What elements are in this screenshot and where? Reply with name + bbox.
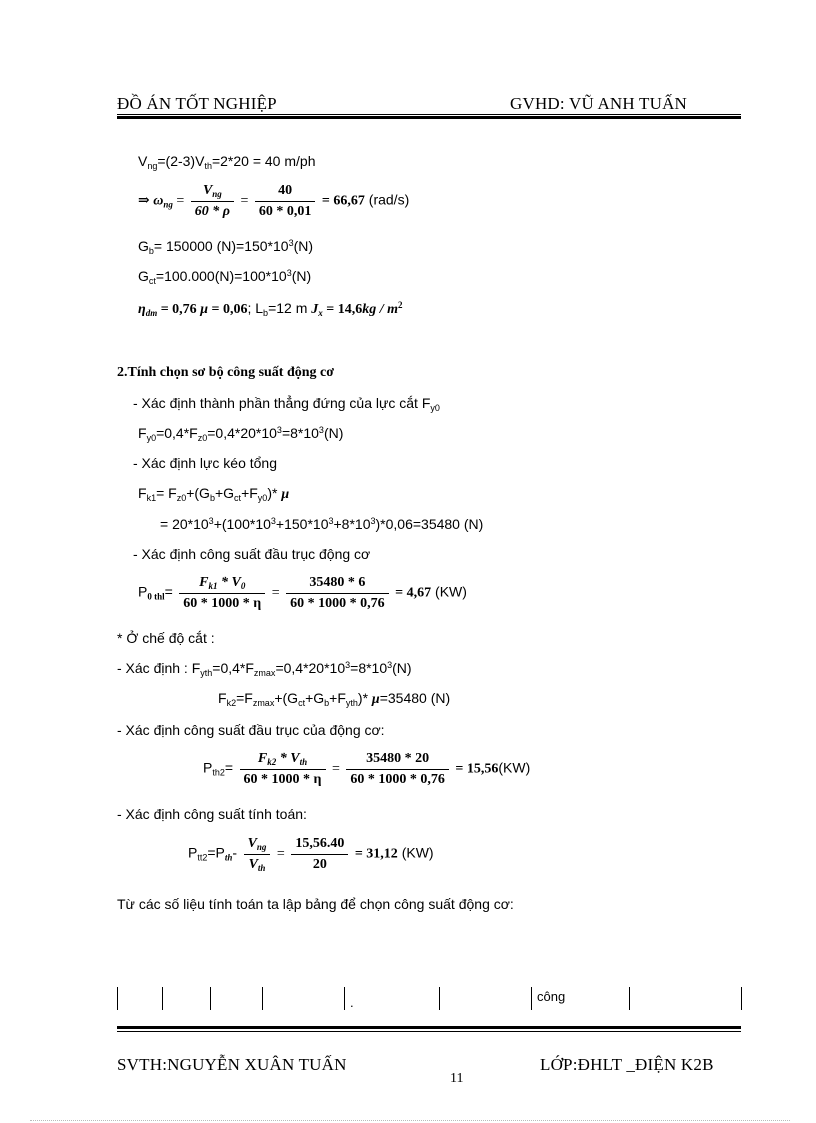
section3-line-4: - Xác định công suất tính toán: [117, 806, 307, 822]
section2-line-5: = $20*10^3+(100*10^3+150*10^3+8*10^3)*0,06=35480$ (N) [160, 516, 484, 532]
p0-fraction-2: $\frac{35480 * 6}{60 * 1000 * 0,76}$ [286, 575, 389, 612]
p0-formula: $P_{0 thl}=$ $\frac{F_{k1} * V_0}{60 * 1000 * \eta}$ = $\frac{35480 * 6}{60 * 1000 * 0,76}$ = 4,67 (KW) [138, 575, 467, 611]
section3-line-3: - Xác định công suất đầu trục của động cơ: [117, 722, 385, 738]
gb-line: $G_b= 150000$ $(N)=150*10^3(N)$ [138, 238, 314, 256]
header-rule-thick [117, 116, 741, 119]
section2-line-2: $F_{y0}=0,4*F_{z0}=0,4*20*10^3=8*10^3(N)$ [138, 425, 344, 443]
header-right: GVHD: VŨ ANH TUẤN [510, 94, 688, 113]
gct-line: $G_{ct}=100.000(N)=100*10^3(N)$ [138, 268, 312, 286]
table-cell [262, 987, 345, 1010]
table-cell-dot: . [350, 995, 354, 1010]
table-cell [629, 987, 742, 1010]
table-cell [531, 987, 630, 1010]
ptt2-fraction-1: $\frac{V_{ng}}{V_{th}}$ [244, 836, 271, 873]
table-cell [344, 987, 440, 1010]
table-cell-text: công [537, 989, 566, 1004]
cutting-mode-title: * Ở chế độ cắt : [117, 630, 215, 646]
pth2-formula: $P_{th2}=$ $\frac{F_{k2} * V_{th}}{60 * 1000 * \eta}$ = $\frac{35480 * 20}{60 * 1000 * 0,76}$ = 15,56(KW) [203, 751, 531, 787]
pth2-fraction-1: $\frac{F_{k2} * V_{th}}{60 * 1000 * \eta}$ [240, 751, 326, 788]
section-2-title: 2.Tính chọn sơ bộ công suất động cơ [117, 365, 335, 380]
section3-line-1: - Xác định : $F_{yth}=0,4*F_{zmax}=0,4*20*10^3=8*10^3(N)$ [117, 660, 412, 678]
ptt2-formula: $P_{tt2}=P_{th}-$ $\frac{V_{ng}}{V_{th}}$ = $\frac{15,56.40}{20}$ = 31,12 (KW) [188, 836, 434, 873]
header-left: ĐỒ ÁN TỐT NGHIỆP [117, 94, 277, 113]
omega-fraction-1: $\frac{V_{ng}}{60 * \rho}$ [191, 183, 234, 220]
table-cell [439, 987, 532, 1010]
section2-line-6: - Xác định công suất đầu trục động cơ [133, 546, 371, 562]
table-cell [118, 987, 163, 1010]
omega-formula: ⇒ $\omega_{ng}$ = $\frac{V_{ng}}{60 * \rho}$ = $\frac{40}{60 * 0,01}$ = 66,67 (rad/s) [138, 183, 410, 219]
parameters-line: $\eta_{dm} = 0,76$ μ = 0,06; $L_b=12$ m $J_x = 14,6kg / m^2$ [138, 300, 403, 318]
pth2-fraction-2: $\frac{35480 * 20}{60 * 1000 * 0,76}$ [346, 751, 449, 788]
omega-fraction-2: $\frac{40}{60 * 0,01}$ [255, 183, 316, 220]
footer-rule-thick [117, 1026, 741, 1029]
section2-line-4: $F_{k1}= F_{z0}+(G_b+G_{ct}+F_{y0})*$ μ [138, 485, 290, 503]
page-number: 11 [450, 1071, 464, 1086]
table-cell [162, 987, 211, 1010]
p0-fraction-1: $\frac{F_{k1} * V_0}{60 * 1000 * \eta}$ [179, 575, 265, 612]
ptt2-fraction-2: $\frac{15,56.40}{20}$ [291, 836, 348, 873]
closing-text: Từ các số liệu tính toán ta lập bảng để chọn công suất động cơ: [117, 896, 514, 912]
header-rule-thin [117, 114, 741, 115]
page-bottom-border [30, 1120, 790, 1121]
velocity-line: $V_{ng}=(2-3)V_{th}=2*20 = 40$ m/ph [138, 153, 316, 171]
table-cell [210, 987, 263, 1010]
footer-right: LỚP:ĐHLT _ĐIỆN K2B [540, 1055, 714, 1074]
footer-left: SVTH:NGUYỄN XUÂN TUẤN [117, 1055, 347, 1074]
footer-rule-thin [117, 1031, 741, 1032]
section2-line-3: - Xác định lực kéo tổng [133, 455, 278, 471]
power-table-row [117, 987, 742, 1010]
section3-line-2: $F_{k2}=F_{zmax}+(G_{ct}+G_b+F_{yth})*$ μ=35480 (N) [218, 690, 451, 708]
section2-line-1: - Xác định thành phần thẳng đứng của lực cắt $F_{y0}$ [133, 395, 440, 413]
